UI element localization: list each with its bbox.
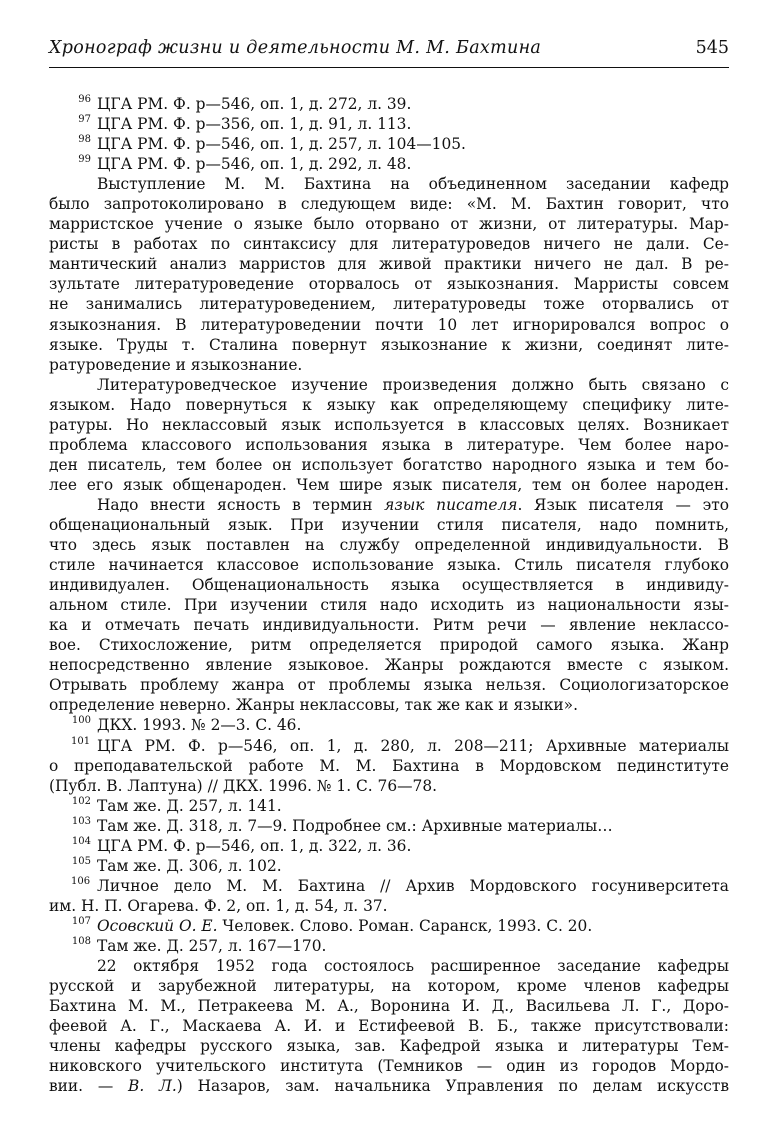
text-segment: Литературоведческое изучение произведения должно быть связано с: [97, 375, 729, 394]
text-line: [49, 635, 729, 655]
text-segment: проблема классового использования языка в литературе. Чем более наро-: [49, 435, 729, 454]
text-segment: Личное дело М. М. Бахтина // Архив Мордовского госуниверситета: [97, 876, 729, 895]
footnote-line: [49, 836, 729, 856]
text-segment: ) Назаров, зам. начальника Управления по делам искусств: [176, 1077, 729, 1096]
text-line: [49, 315, 729, 335]
text-segment: индивидуален. Общенациональность языка осуществляется в индивиду-: [49, 576, 729, 595]
text-segment: никовского учительского института (Темников — один из городов Мордо-: [49, 1057, 729, 1076]
text-segment: альном стиле. При изучении стиля надо исходить из национальности язы-: [49, 596, 729, 615]
text-segment: Отрывать проблему жанра от проблемы языка нельзя. Социологизаторское: [49, 676, 729, 695]
page-number: 545: [695, 38, 729, 58]
text-line: [49, 495, 729, 515]
text-segment: Человек. Слово. Роман. Саранск, 1993. С. 20.: [217, 916, 593, 935]
text-segment: зультате литературоведение оторвалось от языкознания. Марристы совсем: [49, 275, 729, 294]
text-segment: ЦГА РМ. Ф. р—546, оп. 1, д. 280, л. 208—211; Архивные материалы: [97, 736, 729, 755]
text-line: [49, 575, 729, 595]
italic-segment: язык писателя: [384, 495, 518, 514]
text-line: [49, 254, 729, 274]
footnote-number: 107: [71, 915, 91, 927]
text-segment: ЦГА РМ. Ф. р—546, оп. 1, д. 322, л. 36.: [97, 836, 412, 855]
text-segment: ЦГА РМ. Ф. р—356, оп. 1, д. 91, л. 113.: [97, 115, 412, 134]
text-line: [49, 695, 729, 715]
text-line: [49, 435, 729, 455]
footnote-number: 104: [71, 835, 91, 847]
footnote-number: 101: [71, 735, 91, 747]
footnote-number: 106: [71, 875, 91, 887]
running-title: Хронограф жизни и деятельности М. М. Бахтина: [49, 38, 542, 58]
text-line: [49, 294, 729, 314]
text-segment: было запротоколировано в следующем виде: «М. М. Бахтин говорит, что: [49, 195, 729, 214]
footnote-line: [49, 936, 729, 956]
text-line: [49, 415, 729, 435]
text-line: [49, 675, 729, 695]
footnote-line: [49, 816, 729, 836]
text-segment: лее его язык общенароден. Чем шире язык писателя, тем он более народен.: [49, 475, 729, 494]
text-line: [49, 595, 729, 615]
text-segment: им. Н. П. Огарева. Ф. 2, оп. 1, д. 54, л. 37.: [49, 896, 388, 915]
text-segment: ДКХ. 1993. № 2—3. С. 46.: [97, 716, 302, 735]
footnote-line: [49, 114, 729, 134]
text-line: [49, 1036, 729, 1056]
running-header: [49, 38, 729, 68]
text-line: [49, 395, 729, 415]
text-segment: языкознания. В литературоведении почти 10 лет игнорировался вопрос о: [49, 315, 729, 334]
footnote-number: 98: [78, 134, 91, 146]
text-segment: ристы в работах по синтаксису для литературоведов ничего не дали. Се-: [49, 235, 729, 254]
text-segment: 22 октября 1952 года состоялось расширенное заседание кафедры: [97, 957, 729, 976]
text-segment: феевой А. Г., Маскаева А. И. и Естифеевой В. Б., также присутствовали:: [49, 1017, 729, 1036]
footnote-line: [49, 876, 729, 896]
footnote-line: [49, 154, 729, 174]
text-line: [49, 455, 729, 475]
footnote-line: [49, 796, 729, 816]
text-line: [49, 976, 729, 996]
page-body: [49, 94, 729, 1096]
text-segment: (Публ. В. Лаптуна) // ДКХ. 1996. № 1. С. 76—78.: [49, 776, 438, 795]
text-segment: . Язык писателя — это: [517, 495, 729, 514]
text-line: [49, 1056, 729, 1076]
text-line: [49, 615, 729, 635]
text-line: [49, 756, 729, 776]
text-line: [49, 776, 729, 796]
footnote-number: 102: [71, 795, 91, 807]
text-line: [49, 896, 729, 916]
text-segment: ден писатель, тем более он использует богатство народного языка и тем бо-: [49, 455, 729, 474]
text-line: [49, 996, 729, 1016]
text-segment: Там же. Д. 318, л. 7—9. Подробнее см.: Архивные материалы…: [97, 816, 613, 835]
page: [49, 38, 729, 1096]
text-line: [49, 555, 729, 575]
text-segment: Надо внести ясность в термин: [97, 495, 385, 514]
text-segment: языком. Надо повернуться к языку как определяющему специфику лите-: [49, 395, 729, 414]
text-segment: стиле начинается классовое использование языка. Стиль писателя глубоко: [49, 556, 729, 575]
text-segment: марристское учение о языке было оторвано от жизни, от литературы. Мар-: [49, 215, 729, 234]
text-segment: Там же. Д. 257, л. 167—170.: [97, 936, 327, 955]
text-segment: члены кафедры русского языка, зав. Кафедрой языка и литературы Тем-: [49, 1037, 729, 1056]
text-line: [49, 475, 729, 495]
text-line: [49, 375, 729, 395]
text-segment: языке. Труды т. Сталина повернут языкознание к жизни, соединят лите-: [49, 335, 729, 354]
text-segment: русской и зарубежной литературы, на котором, кроме членов кафедры: [49, 977, 729, 996]
text-segment: что здесь язык поставлен на службу определенной индивидуальности. В: [49, 536, 729, 555]
italic-segment: В. Л.: [128, 1077, 177, 1096]
footnote-line: [49, 134, 729, 154]
text-segment: вое. Стихосложение, ритм определяется природой самого языка. Жанр: [49, 636, 729, 655]
text-segment: не занимались литературоведением, литературоведы тоже оторвались от: [49, 295, 729, 314]
footnote-line: [49, 916, 729, 936]
text-segment: непосредственно явление языковое. Жанры рождаются вместе с языком.: [49, 656, 729, 675]
text-line: [49, 194, 729, 214]
text-line: [49, 1016, 729, 1036]
footnote-number: 96: [78, 94, 91, 105]
footnote-number: 100: [71, 715, 91, 727]
text-segment: мантический анализ марристов для живой практики ничего не дал. В ре-: [49, 255, 729, 274]
text-line: [49, 1076, 729, 1096]
footnote-line: [49, 715, 729, 735]
text-line: [49, 355, 729, 375]
footnote-number: 99: [78, 154, 91, 166]
footnote-number: 97: [78, 114, 91, 126]
text-line: [49, 956, 729, 976]
footnote-number: 103: [71, 815, 91, 827]
text-segment: общенациональный язык. При изучении стиля писателя, надо помнить,: [49, 515, 729, 534]
text-segment: ка и отмечать печать индивидуальности. Ритм речи — явление некласcо-: [49, 616, 729, 635]
footnote-line: [49, 94, 729, 114]
text-line: [49, 515, 729, 535]
text-segment: ЦГА РМ. Ф. р—546, оп. 1, д. 292, л. 48.: [97, 155, 412, 174]
text-line: [49, 234, 729, 254]
text-segment: определение неверно. Жанры неклассовы, так же как и языки».: [49, 696, 578, 715]
footnote-line: [49, 856, 729, 876]
text-segment: Там же. Д. 306, л. 102.: [97, 856, 282, 875]
footnote-line: [49, 736, 729, 756]
italic-segment: Осовский О. Е.: [97, 916, 218, 935]
text-line: [49, 174, 729, 194]
text-segment: ратуры. Но неклассовый язык используется в классовых целях. Возникает: [49, 415, 729, 434]
footnote-number: 105: [71, 855, 91, 867]
text-segment: Там же. Д. 257, л. 141.: [97, 796, 282, 815]
text-segment: ратуроведение и языкознание.: [49, 355, 303, 374]
text-segment: ЦГА РМ. Ф. р—546, оп. 1, д. 257, л. 104—105.: [97, 135, 466, 154]
text-line: [49, 655, 729, 675]
text-line: [49, 274, 729, 294]
text-segment: Выступление М. М. Бахтина на объединенном заседании кафедр: [97, 175, 729, 194]
footnote-number: 108: [71, 935, 91, 947]
text-line: [49, 335, 729, 355]
text-segment: ЦГА РМ. Ф. р—546, оп. 1, д. 272, л. 39.: [97, 95, 412, 113]
text-segment: вии. —: [49, 1077, 129, 1096]
text-segment: о преподавательской работе М. М. Бахтина в Мордовском пединституте: [49, 756, 729, 775]
text-line: [49, 214, 729, 234]
text-line: [49, 535, 729, 555]
text-segment: Бахтина М. М., Петракеева М. А., Воронина И. Д., Васильева Л. Г., Доро-: [49, 997, 729, 1016]
